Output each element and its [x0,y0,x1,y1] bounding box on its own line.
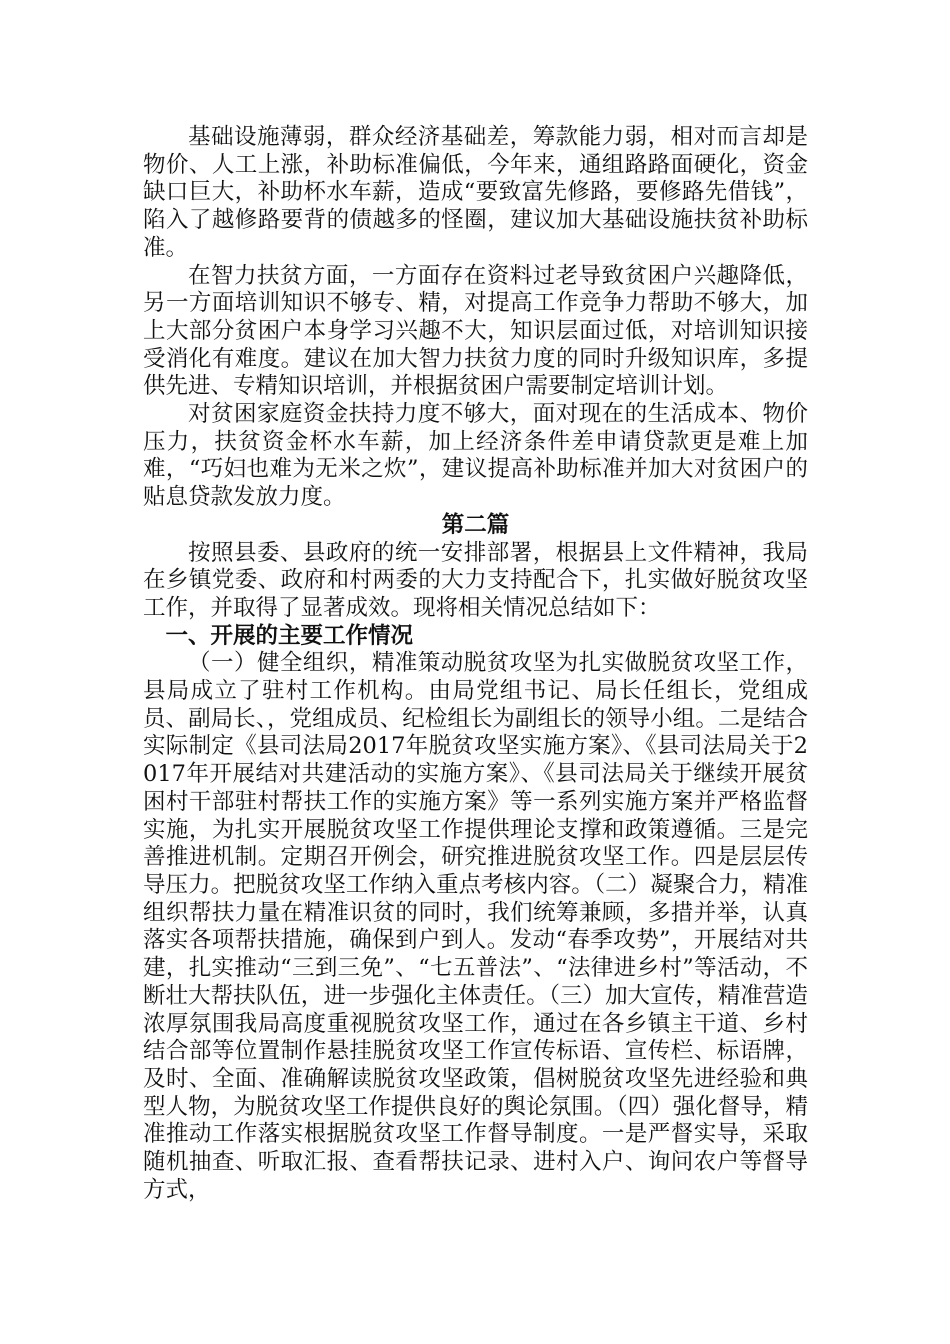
paragraph-main-work-body: （一）健全组织，精准策动脱贫攻坚为扎实做脱贫攻坚工作，县局成立了驻村工作机构。由局党组书记、局长任组长，党组成员、副局长、，党组成员、纪检组长为副组长的领导小组。二是结合实际制定《县司法局2017年脱贫攻坚实施方案》、《县司法局关于2017年开展结对共建活动的实施方案》、《县司法局关于继续开展贫困村干部驻村帮扶工作的实施方案》等一系列实施方案并严格监督实施，为扎实开展脱贫攻坚工作提供理论支撑和政策遵循。三是完善推进机制。定期召开例会，研究推进脱贫攻坚工作。四是层层传导压力。把脱贫攻坚工作纳入重点考核内容。（二）凝聚合力，精准组织帮扶力量在精准识贫的同时，我们统筹兼顾，多措并举，认真落实各项帮扶措施，确保到户到人。发动“春季攻势”，开展结对共建，扎实推动“三到三免”、“七五普法”、“法律进乡村”等活动，不断壮大帮扶队伍，进一步强化主体责任。（三）加大宣传，精准营造浓厚氛围我局高度重视脱贫攻坚工作，通过在各乡镇主干道、乡村结合部等位置制作悬挂脱贫攻坚工作宣传标语、宣传栏、标语牌，及时、全面、准确解读脱贫攻坚政策，倡树脱贫攻坚先进经验和典型人物，为脱贫攻坚工作提供良好的舆论氛围。（四）强化督导，精准推动工作落实根据脱贫攻坚工作督导制度。一是严督实导，采取随机抽查、听取汇报、查看帮扶记录、进村入户、询问农户等督导方式， [143,650,808,1203]
paragraph-intellectual-aid: 在智力扶贫方面，一方面存在资料过老导致贫困户兴趣降低，另一方面培训知识不够专、精，对提高工作竞争力帮助不够大，加上大部分贫困户本身学习兴趣不大，知识层面过低，对培训知识接受消化有难度。建议在加大智力扶贫力度的同时升级知识库，多提供先进、专精知识培训，并根据贫困户需要制定培训计划。 [143,262,808,400]
paragraph-funding-support: 对贫困家庭资金扶持力度不够大，面对现在的生活成本、物价压力，扶贫资金杯水车薪，加上经济条件差申请贷款更是难上加难，“巧妇也难为无米之炊”，建议提高补助标准并加大对贫困户的贴息贷款发放力度。 [143,401,808,511]
section-title: 第二篇 [441,511,510,538]
document-page [143,124,808,1204]
heading-main-work: 一、开展的主要工作情况 [165,622,414,649]
paragraph-infrastructure: 基础设施薄弱，群众经济基础差，筹款能力弱，相对而言却是物价、人工上涨，补助标准偏低，今年来，通组路路面硬化，资金缺口巨大，补助杯水车薪，造成“要致富先修路，要修路先借钱”，陷入了越修路要背的债越多的怪圈，建议加大基础设施扶贫补助标准。 [143,124,808,261]
paragraph-intro: 按照县委、县政府的统一安排部署，根据县上文件精神，我局在乡镇党委、政府和村两委的大力支持配合下，扎实做好脱贫攻坚工作，并取得了显著成效。现将相关情况总结如下： [143,539,808,621]
